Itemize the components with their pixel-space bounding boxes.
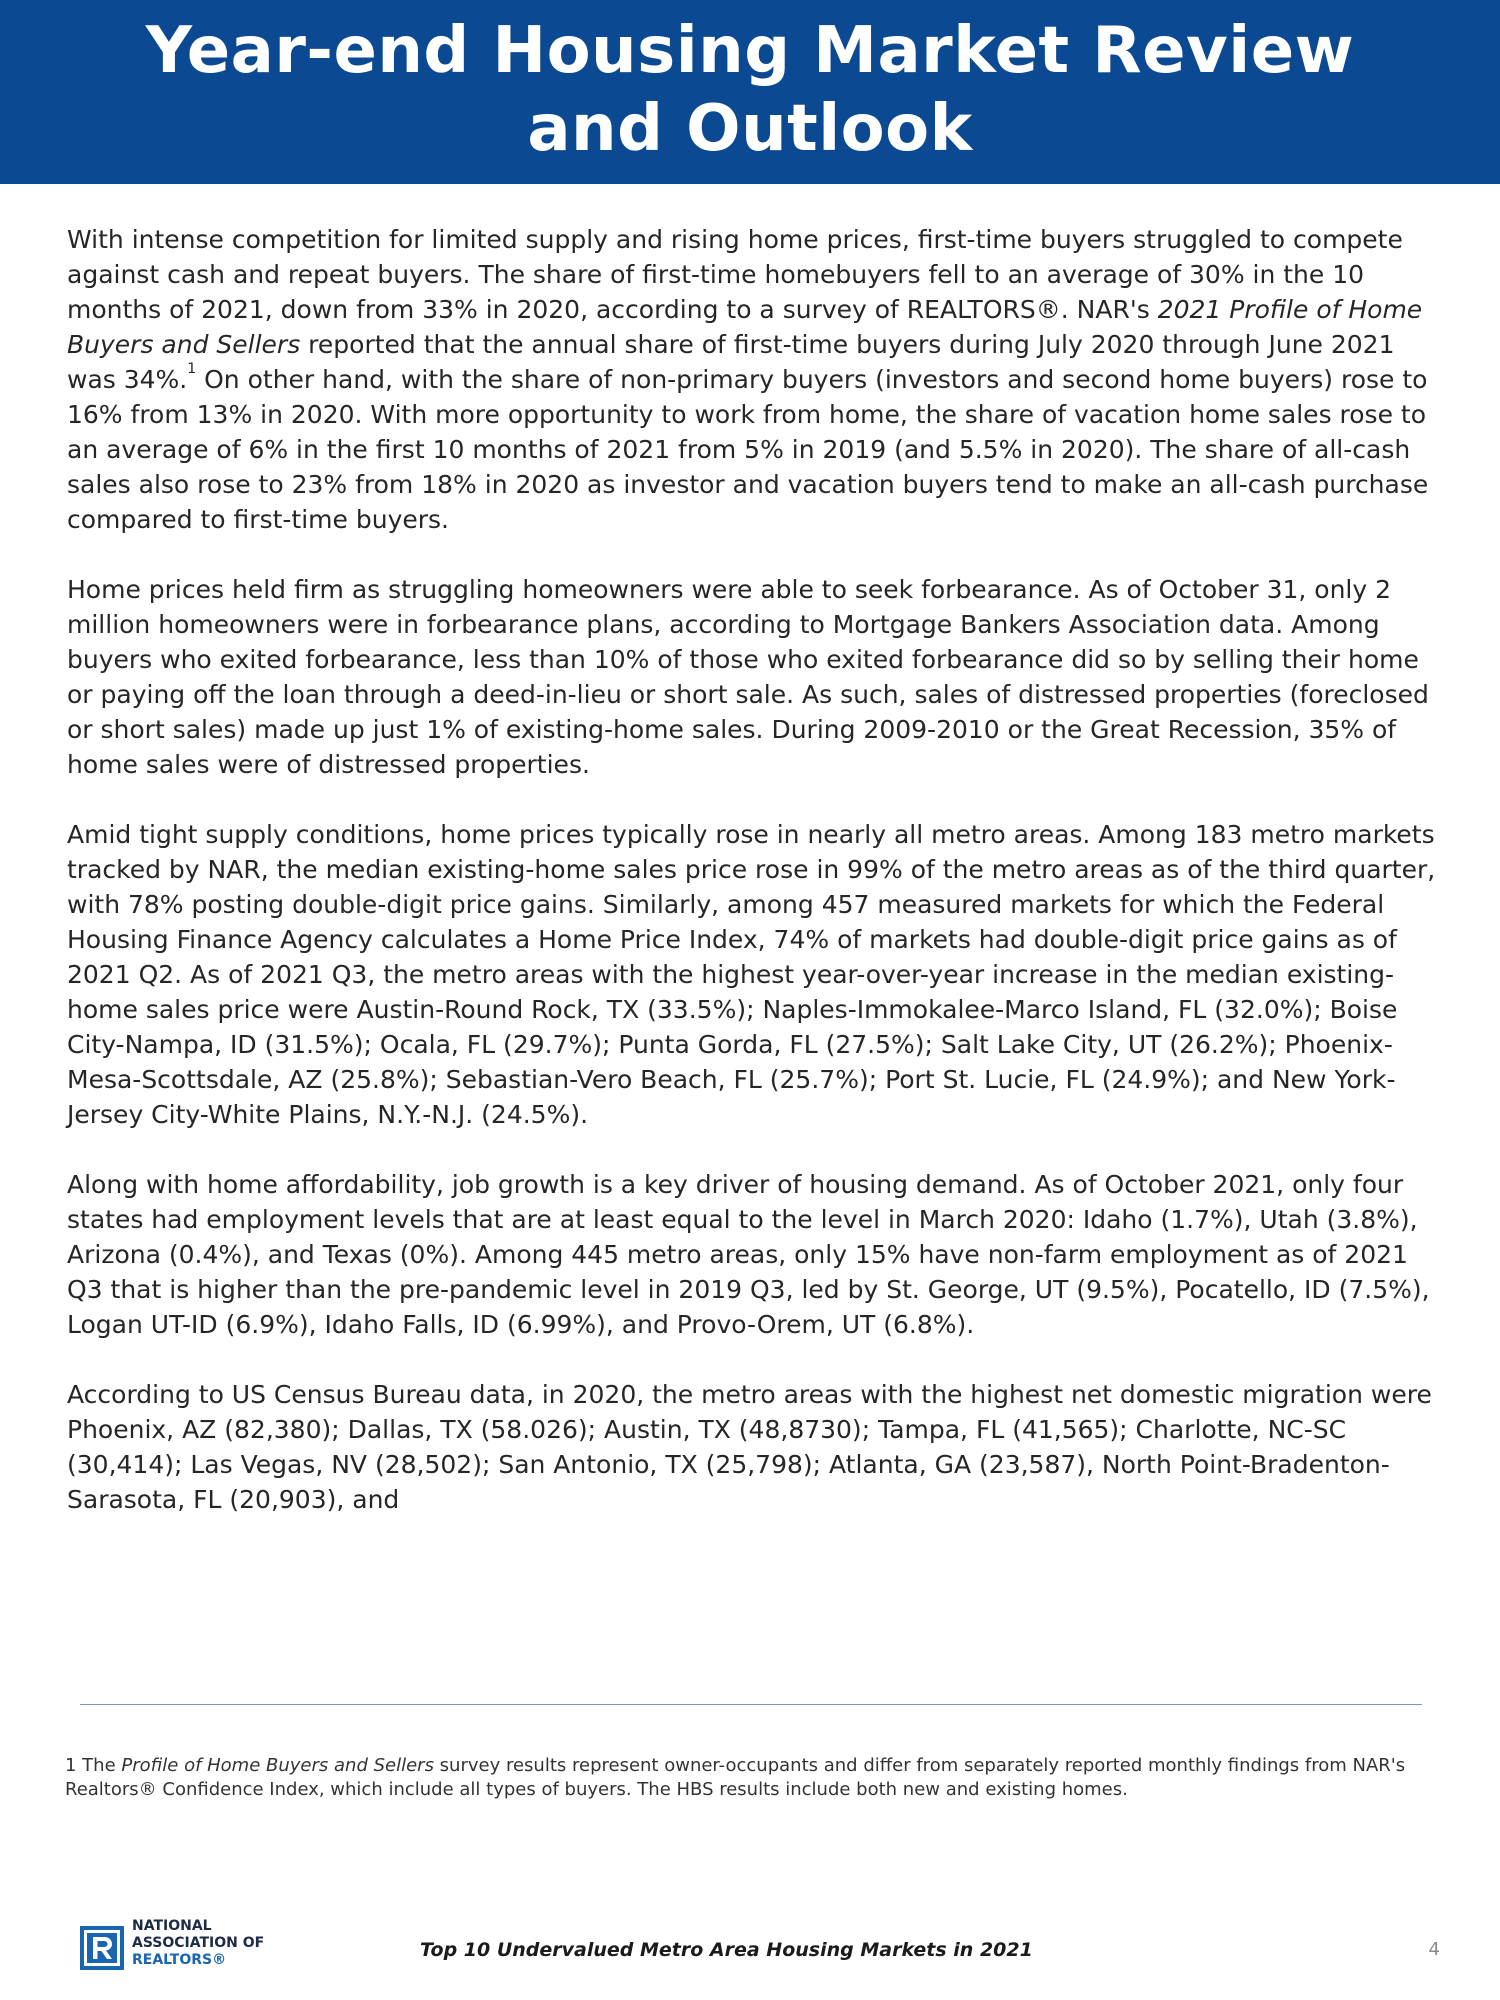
paragraph-home-prices: Amid tight supply conditions, home prices typically rose in nearly all metro areas. Among 183 metro markets tracked by NAR, the median existing-home sales price rose in 99% of the metro areas as of the third quarter, with 78% posting double-digit price gains. Similarly, among 457 measured markets for which the Federal Housing Finance Agency calculates a Home Price Index, 74% of markets had double-digit price gains as of 2021 Q2. As of 2021 Q3, the metro areas with the highest year-over-year increase in the median existing-home sales price were Austin-Round Rock, TX (33.5%); Naples-Immokalee-Marco Island, FL (32.0%); Boise City-Nampa, ID (31.5%); Ocala, FL (29.7%); Punta Gorda, FL (27.5%); Salt Lake City, UT (26.2%); Phoenix-Mesa-Scottsdale, AZ (25.8%); Sebastian-Vero Beach, FL (25.7%); Port St. Lucie, FL (24.9%); and New York-Jersey City-White Plains, N.Y.-N.J. (24.5%). [67,820,1436,1129]
footnote-text: survey results represent owner-occupants and differ from separately reported monthly findings from NAR's Realtors® Confidence Index, which include all types of buyers. The HBS results include both new and existing homes. [65,1755,1406,1800]
report-title-italic: 2021 Profile of Home Buyers and Sellers [67,295,1423,359]
title-banner [0,0,1500,184]
footnote-reference[interactable]: 1 [187,361,197,377]
realtor-r-icon [80,1926,124,1970]
paragraph-text: On other hand, with the share of non-primary buyers (investors and second home buyers) rose to 16% from 13% in 2020. With more opportunity to work from home, the share of vacation home sales rose to an average of 6% in the first 10 months of 2021 from 5% in 2019 (and 5.5% in 2020). The share of all-cash sales also rose to 23% from 18% in 2020 as investor and vacation buyers tend to make an all-cash purchase compared to first-time buyers. [67,365,1429,534]
page-number: 4 [1428,1939,1440,1960]
footer-report-title: Top 10 Undervalued Metro Area Housing Markets in 2021 [420,1939,1033,1961]
logo-line-1: NATIONAL [132,1918,212,1934]
footnote-report-title: Profile of Home Buyers and Sellers [121,1755,434,1776]
footnote [65,1754,1435,1802]
page-title [0,12,1500,168]
page-title-line-2: and Outlook [527,92,973,166]
paragraph-migration: According to US Census Bureau data, in 2020, the metro areas with the highest net domestic migration were Phoenix, AZ (82,380); Dallas, TX (58.026); Austin, TX (48,8730); Tampa, FL (41,565); Charlotte, NC-SC (30,414); Las Vegas, NV (28,502); San Antonio, TX (25,798); Atlanta, GA (23,587), North Point-Bradenton-Sarasota, FL (20,903), and [67,1380,1432,1514]
paragraph-text: reported that the annual share of first-time buyers during July 2020 through June 2021 was 34%. [67,330,1395,394]
footnote-text: The [76,1755,122,1776]
nar-logo [80,1918,320,1974]
logo-line-2: ASSOCIATION OF [132,1935,265,1951]
footnote-marker: 1 [65,1755,77,1776]
paragraph-text: With intense competition for limited supply and rising home prices, first-time buyers struggled to compete against cash and repeat buyers. The share of first-time homebuyers fell to an average of 30% in the 10 months of 2021, down from 33% in 2020, according to a survey of REALTORS®. NAR's [67,225,1403,324]
logo-line-3: REALTORS® [132,1952,227,1968]
footnote-divider [80,1704,1422,1705]
logo-wordmark [132,1918,332,1969]
paragraph-job-growth: Along with home affordability, job growth is a key driver of housing demand. As of October 2021, only four states had employment levels that are at least equal to the level in March 2020: Idaho (1.7%), Utah (3.8%), Arizona (0.4%), and Texas (0%). Among 445 metro areas, only 15% have non-farm employment as of 2021 Q3 that is higher than the pre-pandemic level in 2019 Q3, led by St. George, UT (9.5%), Pocatello, ID (7.5%), Logan UT-ID (6.9%), Idaho Falls, ID (6.99%), and Provo-Orem, UT (6.8%). [67,1170,1430,1339]
page-title-line-1: Year-end Housing Market Review [145,14,1355,88]
paragraph-forbearance: Home prices held firm as struggling homeowners were able to seek forbearance. As of October 31, only 2 million homeowners were in forbearance plans, according to Mortgage Bankers Association data. Among buyers who exited forbearance, less than 10% of those who exited forbearance did so by selling their home or paying off the loan through a deed-in-lieu or short sale. As such, sales of distressed properties (foreclosed or short sales) made up just 1% of existing-home sales. During 2009-2010 or the Great Recession, 35% of home sales were of distressed properties. [67,575,1429,779]
article-body [67,222,1437,1517]
paragraph-first-time-buyers [67,222,1437,537]
